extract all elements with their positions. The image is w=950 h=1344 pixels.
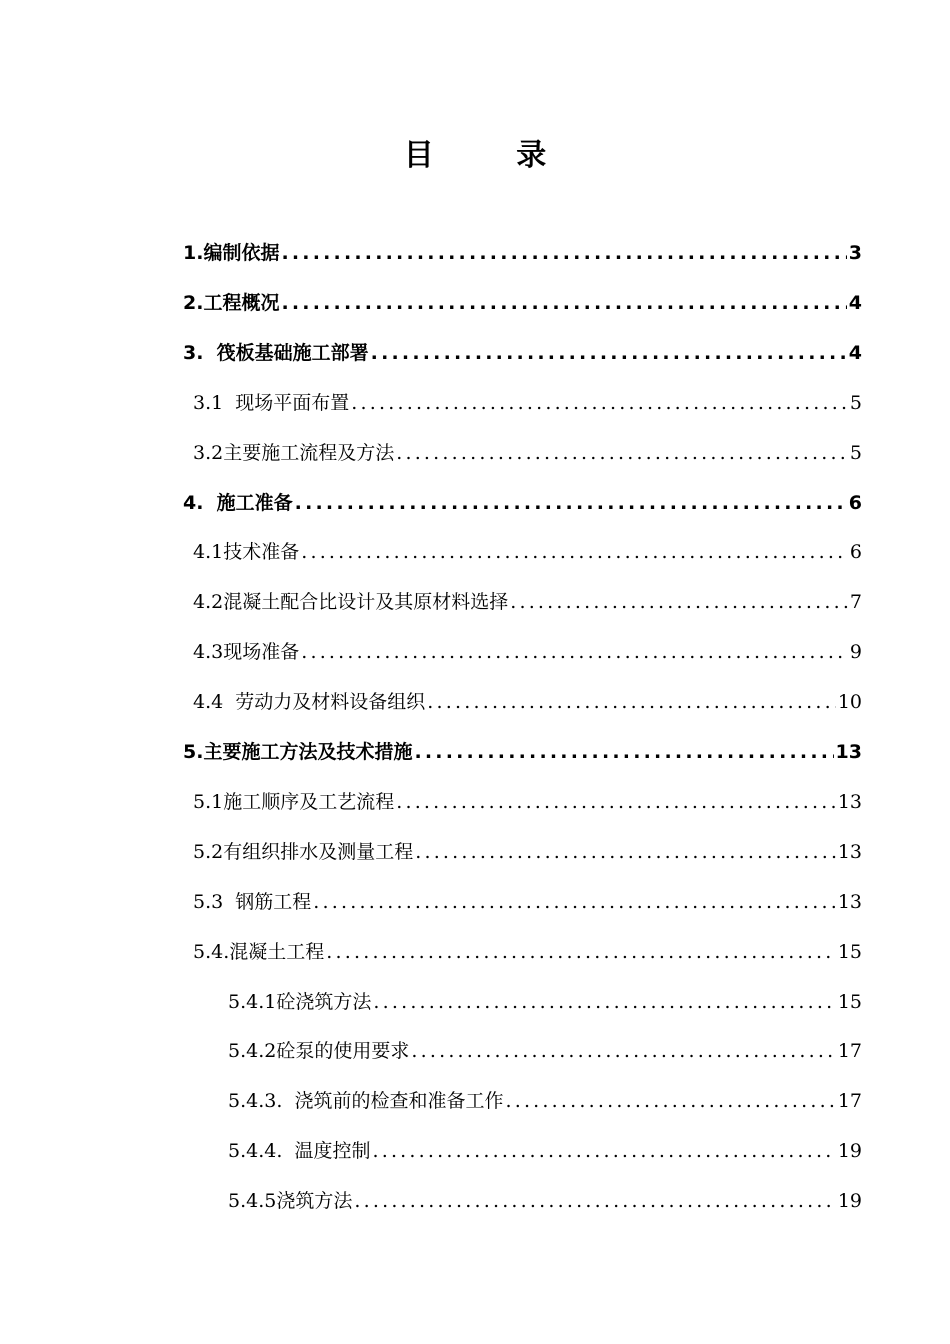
toc-entry-label: 5.主要施工方法及技术措施	[183, 741, 413, 763]
toc-dot-leader	[301, 639, 848, 665]
toc-dot-leader	[510, 589, 848, 615]
toc-entry-page-number: 13	[837, 840, 862, 863]
toc-dot-leader	[281, 290, 846, 316]
toc-entry-page-number: 6	[849, 541, 862, 564]
toc-entry[interactable]	[193, 432, 862, 466]
toc-entry-page-number: 15	[837, 940, 862, 963]
toc-entry-page-number: 19	[837, 1190, 862, 1213]
toc-entry[interactable]	[228, 981, 862, 1015]
toc-entry-page-number: 13	[837, 890, 862, 913]
toc-entry-page-number: 5	[849, 391, 862, 414]
toc-entry-label: 5.4.5浇筑方法	[228, 1190, 353, 1213]
toc-dot-leader	[411, 1038, 835, 1064]
toc-entry-label: 5.4.3. 浇筑前的检查和准备工作	[228, 1090, 504, 1113]
toc-entry-label: 5.4.1砼浇筑方法	[228, 990, 372, 1013]
toc-entry[interactable]	[193, 631, 862, 665]
toc-entry[interactable]	[183, 282, 862, 316]
toc-title: 目 录	[403, 138, 583, 173]
toc-entry-label: 4.2混凝土配合比设计及其原材料选择	[193, 591, 509, 614]
toc-entry[interactable]	[193, 382, 862, 416]
toc-entry-label: 4.1技术准备	[193, 541, 300, 564]
toc-dot-leader	[351, 390, 848, 416]
toc-dot-leader	[295, 490, 847, 516]
toc-dot-leader	[505, 1088, 835, 1114]
toc-entry[interactable]	[193, 831, 862, 865]
toc-entry-page-number: 7	[849, 591, 862, 614]
toc-entry-label: 2.工程概况	[183, 291, 280, 314]
toc-entry-label: 3. 筏板基础施工部署	[183, 341, 369, 364]
toc-dot-leader	[326, 939, 836, 965]
toc-entry-page-number: 13	[835, 741, 862, 763]
toc-entry-page-number: 5	[849, 441, 862, 464]
toc-entry[interactable]	[183, 332, 862, 366]
toc-entry-label: 4.4 劳动力及材料设备组织	[193, 691, 426, 714]
toc-entry[interactable]	[193, 931, 862, 965]
toc-entry[interactable]	[193, 881, 862, 915]
toc-dot-leader	[354, 1188, 835, 1214]
toc-entry-page-number: 6	[848, 491, 862, 514]
toc-entry-page-number: 9	[849, 641, 862, 664]
toc-entry-page-number: 3	[848, 242, 862, 264]
toc-entry-label: 5.4.混凝土工程	[193, 940, 325, 963]
toc-entry[interactable]	[183, 731, 862, 765]
toc-entry-label: 5.3 钢筋工程	[193, 890, 312, 913]
toc-entry-page-number: 4	[848, 291, 862, 314]
toc-entry[interactable]	[193, 581, 862, 615]
toc-entry-page-number: 15	[837, 990, 862, 1013]
toc-dot-leader	[427, 689, 836, 715]
toc-dot-leader	[396, 440, 848, 466]
toc-entry-label: 5.4.2砼泵的使用要求	[228, 1040, 410, 1063]
toc-entry-label: 5.2有组织排水及测量工程	[193, 840, 414, 863]
toc-entry-page-number: 4	[848, 341, 862, 364]
toc-entry-label: 5.4.4. 温度控制	[228, 1140, 371, 1163]
toc-entry[interactable]	[228, 1180, 862, 1214]
toc-entry[interactable]	[183, 232, 862, 266]
toc-entry[interactable]	[228, 1130, 862, 1164]
toc-dot-leader	[301, 539, 848, 565]
toc-entry[interactable]	[183, 482, 862, 516]
toc-entry-label: 1.编制依据	[183, 242, 280, 264]
toc-entry-label: 3.2主要施工流程及方法	[193, 441, 395, 464]
toc-dot-leader	[372, 1138, 835, 1164]
toc-dot-leader	[371, 340, 847, 366]
toc-dot-leader	[414, 739, 833, 765]
toc-dot-leader	[281, 240, 846, 266]
toc-dot-leader	[313, 889, 836, 915]
toc-entry-label: 5.1施工顺序及工艺流程	[193, 790, 395, 813]
toc-entry-label: 4. 施工准备	[183, 491, 293, 514]
toc-entry-label: 3.1 现场平面布置	[193, 391, 350, 414]
toc-entry-page-number: 10	[837, 691, 862, 714]
toc-entry[interactable]	[193, 781, 862, 815]
toc-entry-page-number: 19	[837, 1140, 862, 1163]
toc-entry-page-number: 17	[837, 1040, 862, 1063]
toc-entry-page-number: 17	[837, 1090, 862, 1113]
toc-dot-leader	[373, 989, 835, 1015]
toc-entry[interactable]	[228, 1080, 862, 1114]
toc-entry[interactable]	[228, 1030, 862, 1064]
toc-entry-page-number: 13	[837, 790, 862, 813]
toc-entry[interactable]	[193, 531, 862, 565]
toc-entry-label: 4.3现场准备	[193, 641, 300, 664]
toc-dot-leader	[415, 839, 836, 865]
toc-entry[interactable]	[193, 681, 862, 715]
toc-dot-leader	[396, 789, 836, 815]
